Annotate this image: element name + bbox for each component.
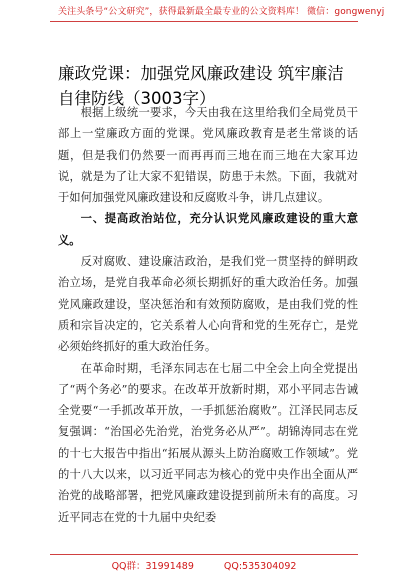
section-heading-1: 一、提高政治站位，充分认识党风廉政建设的重大意义。 — [58, 212, 358, 247]
paragraph-3: 在革命时期，毛泽东同志在七届二中全会上向全党提出了“两个务必”的要求。在改革开放新时期，邓小平同志告诫全党要“一手抓改革开放，一手抓惩治腐败”。江泽民同志反复强调：“治国必先治党，治党务必从严”。胡锦涛同志在党的十七大报告中指出“拓展从源头上防治腐败工作领域”。党的十八大以来，以习近平同志为核心的党中央作出全面从严治党的战略部署，把党风廉政建设提到前所未有的高度。习近平同志在党的十九届中央纪委 — [58, 361, 358, 524]
header-notice: 关注头条号“公文研究”，获得最新最全最专业的公文资料库！ 微信：gongwenyj — [58, 7, 385, 17]
footer-qq-number: QQ:535304092 — [223, 561, 297, 572]
footer-qq-group: QQ群：31991489 — [111, 561, 194, 572]
document-title: 廉政党课：加强党风廉政建设 筑牢廉洁自律防线（3003字） — [58, 64, 344, 109]
header-divider — [50, 21, 358, 22]
paragraph-2: 反对腐败、建设廉洁政治，是我们党一贯坚持的鲜明政治立场，是党自我革命必须长期抓好的重大政治任务。加强党风廉政建设，坚决惩治和有效预防腐败，是由我们党的性质和宗旨决定的，它关系着人心向背和党的生死存亡，是党必须始终抓好的重大政治任务。 — [58, 255, 358, 354]
footer — [0, 558, 408, 572]
paragraph-intro: 根据上级统一要求，今天由我在这里给我们全局党员干部上一堂廉政方面的党课。党风廉政教育是老生常谈的话题，但是我们仍然要一而再再而三地在而三地在大家耳边说，就是为了让大家不犯错误，防患于未然。下面，我就对于如何加强党风廉政建设和反腐败斗争，讲几点建议。 — [58, 106, 358, 205]
footer-divider — [50, 554, 358, 555]
document-body — [58, 102, 358, 528]
